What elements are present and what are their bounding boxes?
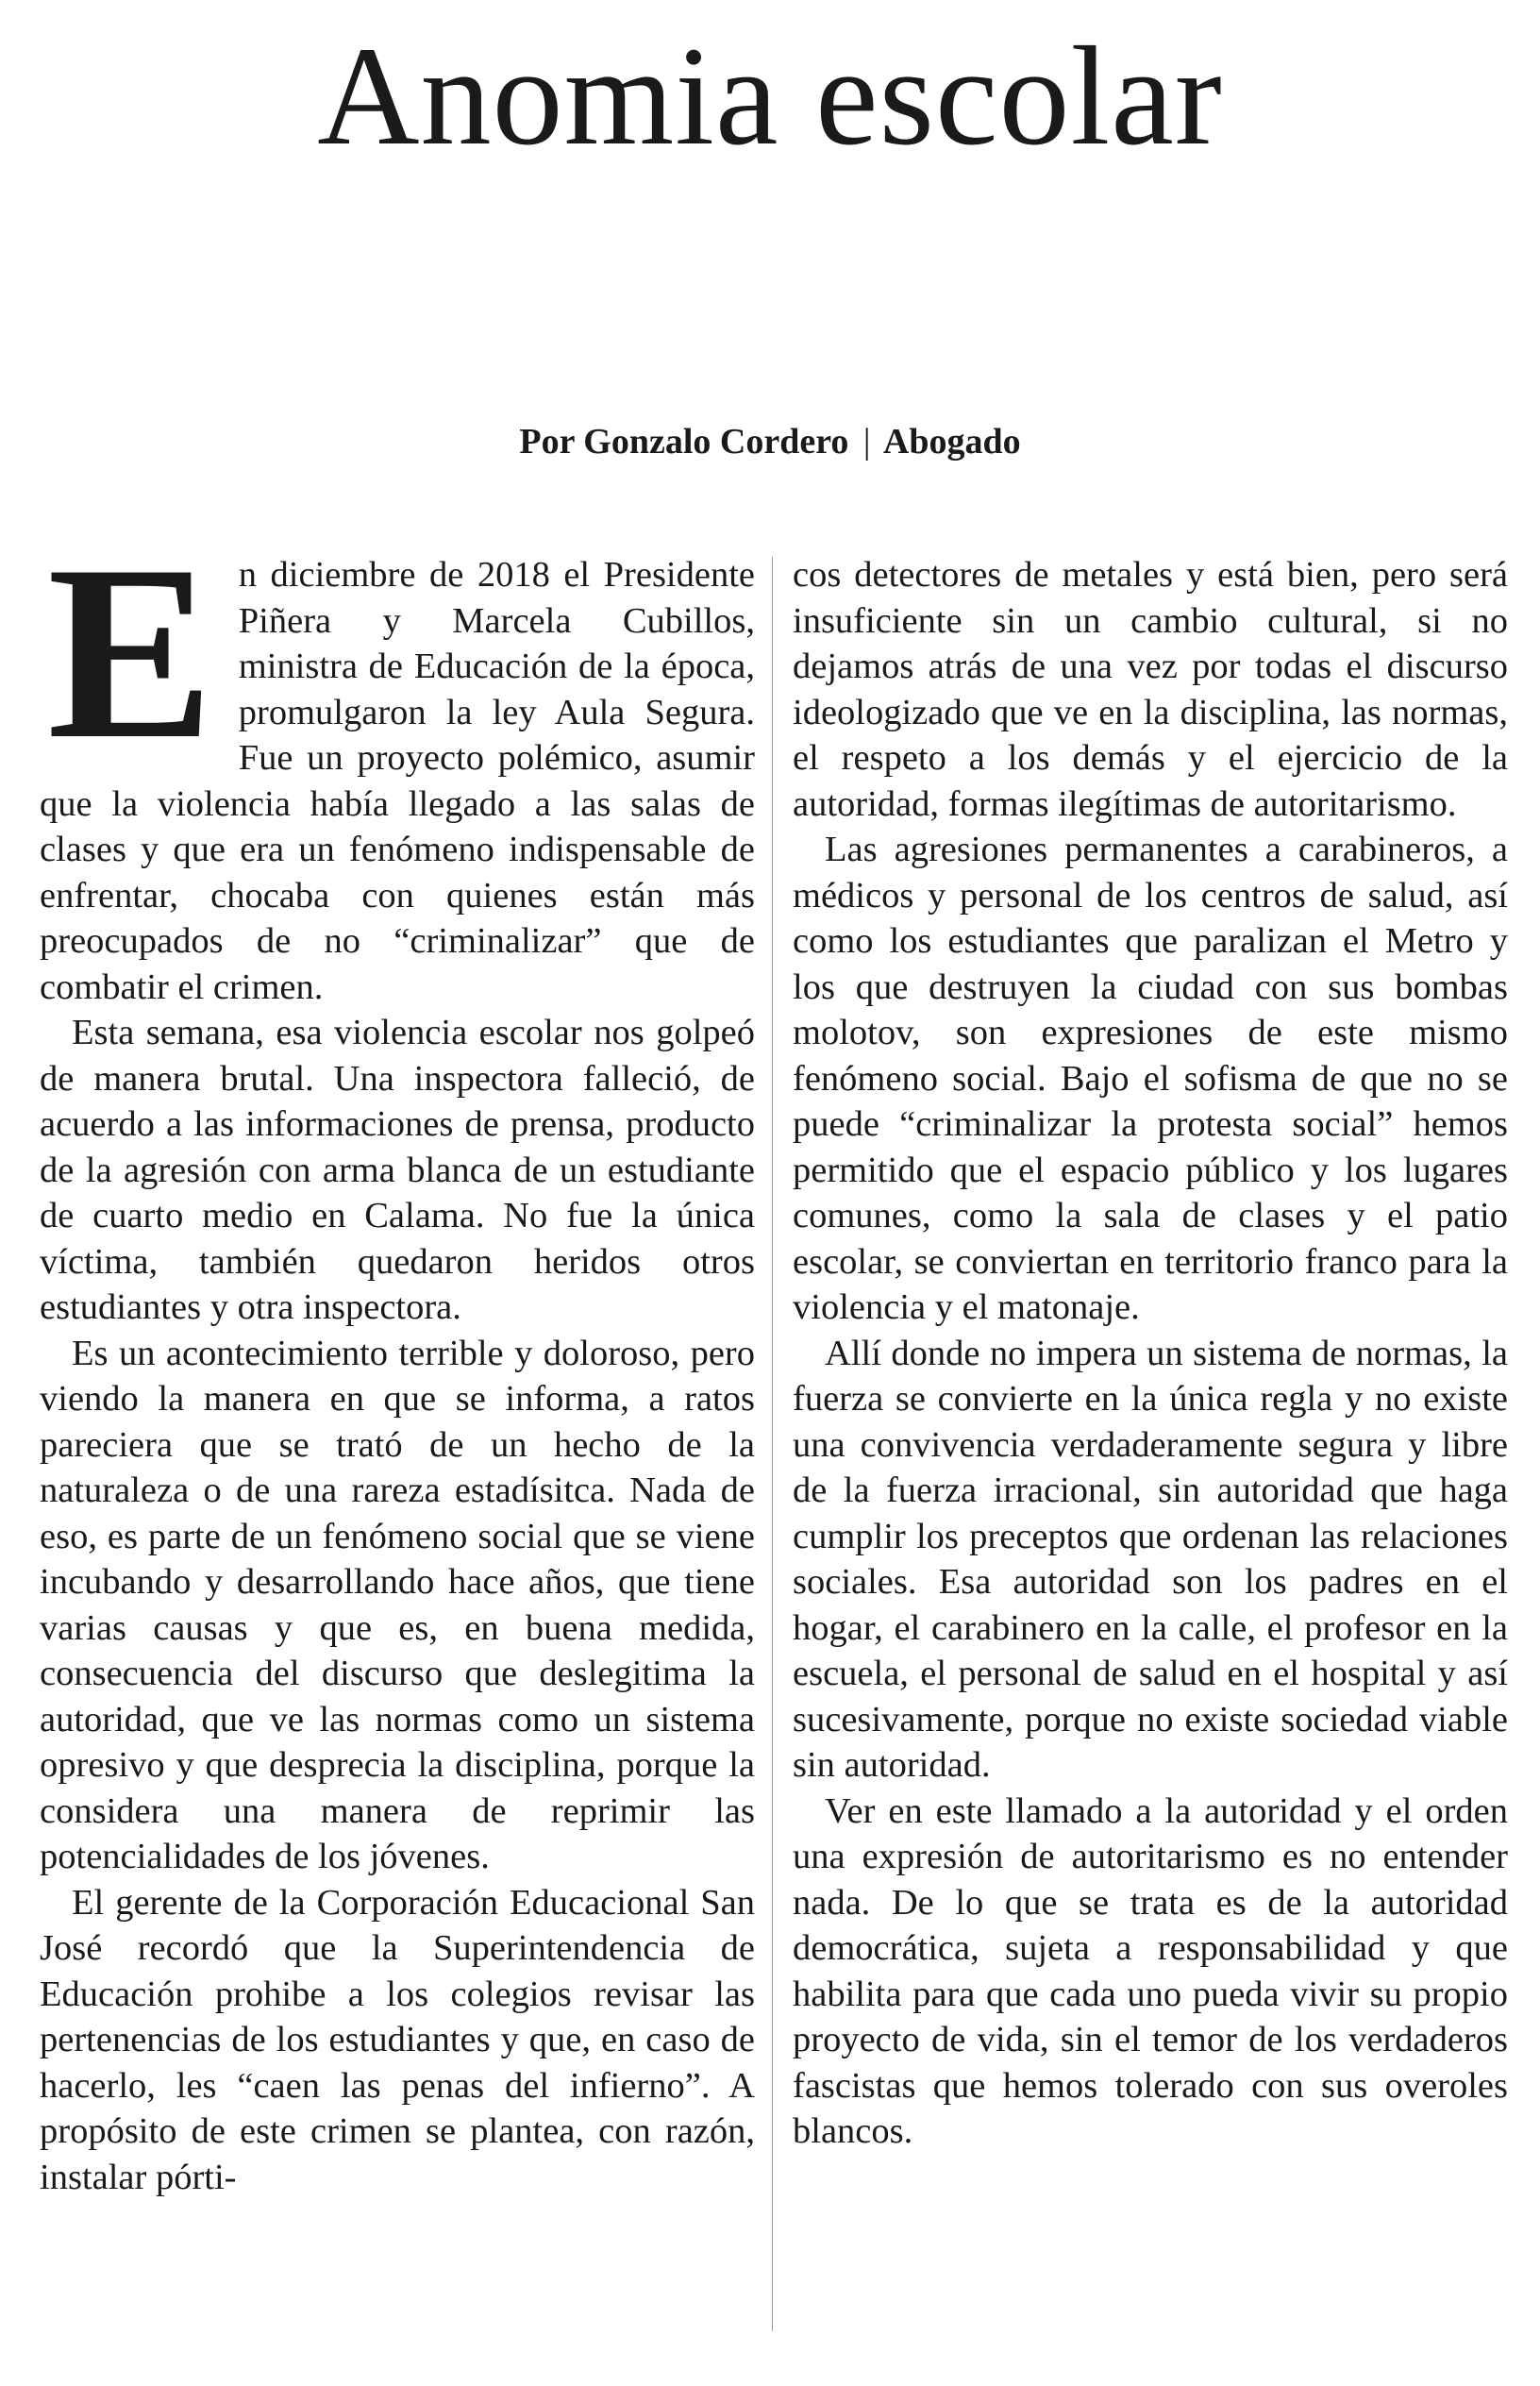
column-right bbox=[793, 552, 1508, 2155]
paragraph-6: Allí donde no impera un sistema de normas, la fuerza se convierte en la única regla y no existe una convivencia verdaderamente segura y libre de la fuerza irracional, sin autoridad que haga cumplir los preceptos que ordenan las relaciones sociales. Esa autoridad son los padres en el hogar, el carabinero en la calle, el profesor en la escuela, el personal de salud en el hospital y así sucesivamente, porque no existe sociedad viable sin autoridad. bbox=[793, 1333, 1508, 1785]
paragraph-4-continued: cos detectores de metales y está bien, pero será insuficiente sin un cambio cultural, si no dejamos atrás de una vez por todas el discurso ideologizado que ve en la disciplina, las normas, el respeto a los demás y el ejercicio de la autoridad, formas ilegítimas de autoritarismo. bbox=[793, 555, 1508, 824]
paragraph-1 bbox=[40, 514, 755, 1010]
byline bbox=[0, 421, 1540, 462]
column-left bbox=[40, 514, 755, 2200]
byline-separator: | bbox=[862, 422, 871, 462]
paragraph-4: El gerente de la Corporación Educacional San José recordó que la Superintendencia de Educación prohibe a los colegios revisar las pertenencias de los estudiantes y que, en caso de hacerlo, les “caen las penas del infierno”. A propósito de este crimen se plantea, con razón, instalar pórti- bbox=[40, 1882, 755, 2197]
paragraph-7: Ver en este llamado a la autoridad y el orden una expresión de autoritarismo es no entender nada. De lo que se trata es de la autoridad democrática, sujeta a responsabilidad y que habilita para que cada uno pueda vivir su propio proyecto de vida, sin el temor de los verdaderos fascistas que hemos tolerado con sus overoles blancos. bbox=[793, 1790, 1508, 2151]
drop-cap: E bbox=[47, 514, 214, 791]
author-name: Por Gonzalo Cordero bbox=[519, 422, 849, 462]
paragraph-3: Es un acontecimiento terrible y doloroso, pero viendo la manera en que se informa, a ratos pareciera que se trató de un hecho de la naturaleza o de una rareza estadísitca. Nada de eso, es parte de un fenómeno social que se viene incubando y desarrollando hace años, que tiene varias causas y que es, en buena medida, consecuencia del discurso que deslegitima la autoridad, que ve las normas como un sistema opresivo y que desprecia la disciplina, porque la considera una manera de reprimir las potencialidades de los jóvenes. bbox=[40, 1333, 755, 1876]
headline: Anomia escolar bbox=[317, 18, 1223, 175]
author-role: Abogado bbox=[882, 422, 1021, 462]
paragraph-1-text: n diciembre de 2018 el Presidente Piñera y Marcela Cubillos, ministra de Educación de la época, promulgaron la ley Aula Segura. Fue un proyecto polémico, asumir que la violencia había llegado a las salas de clases y que era un fenómeno indispensable de enfrentar, chocaba con quienes están más preocupados de no “criminalizar” que de combatir el crimen. bbox=[40, 555, 755, 1007]
paragraph-2: Esta semana, esa violencia escolar nos golpeó de manera brutal. Una inspectora falleció, de acuerdo a las informaciones de prensa, producto de la agresión con arma blanca de un estudiante de cuarto medio en Calama. No fue la única víctima, también quedaron heridos otros estudiantes y otra inspectora. bbox=[40, 1013, 755, 1327]
column-divider bbox=[772, 557, 773, 2331]
paragraph-5: Las agresiones permanentes a carabineros, a médicos y personal de los centros de salud, así como los estudiantes que paralizan el Metro y los que destruyen la ciudad con sus bombas molotov, son expresiones de este mismo fenómeno social. Bajo el sofisma de que no se puede “criminalizar la protesta social” hemos permitido que el espacio público y los lugares comunes, como la sala de clases y el patio escolar, se conviertan en territorio franco para la violencia y el matonaje. bbox=[793, 830, 1508, 1327]
